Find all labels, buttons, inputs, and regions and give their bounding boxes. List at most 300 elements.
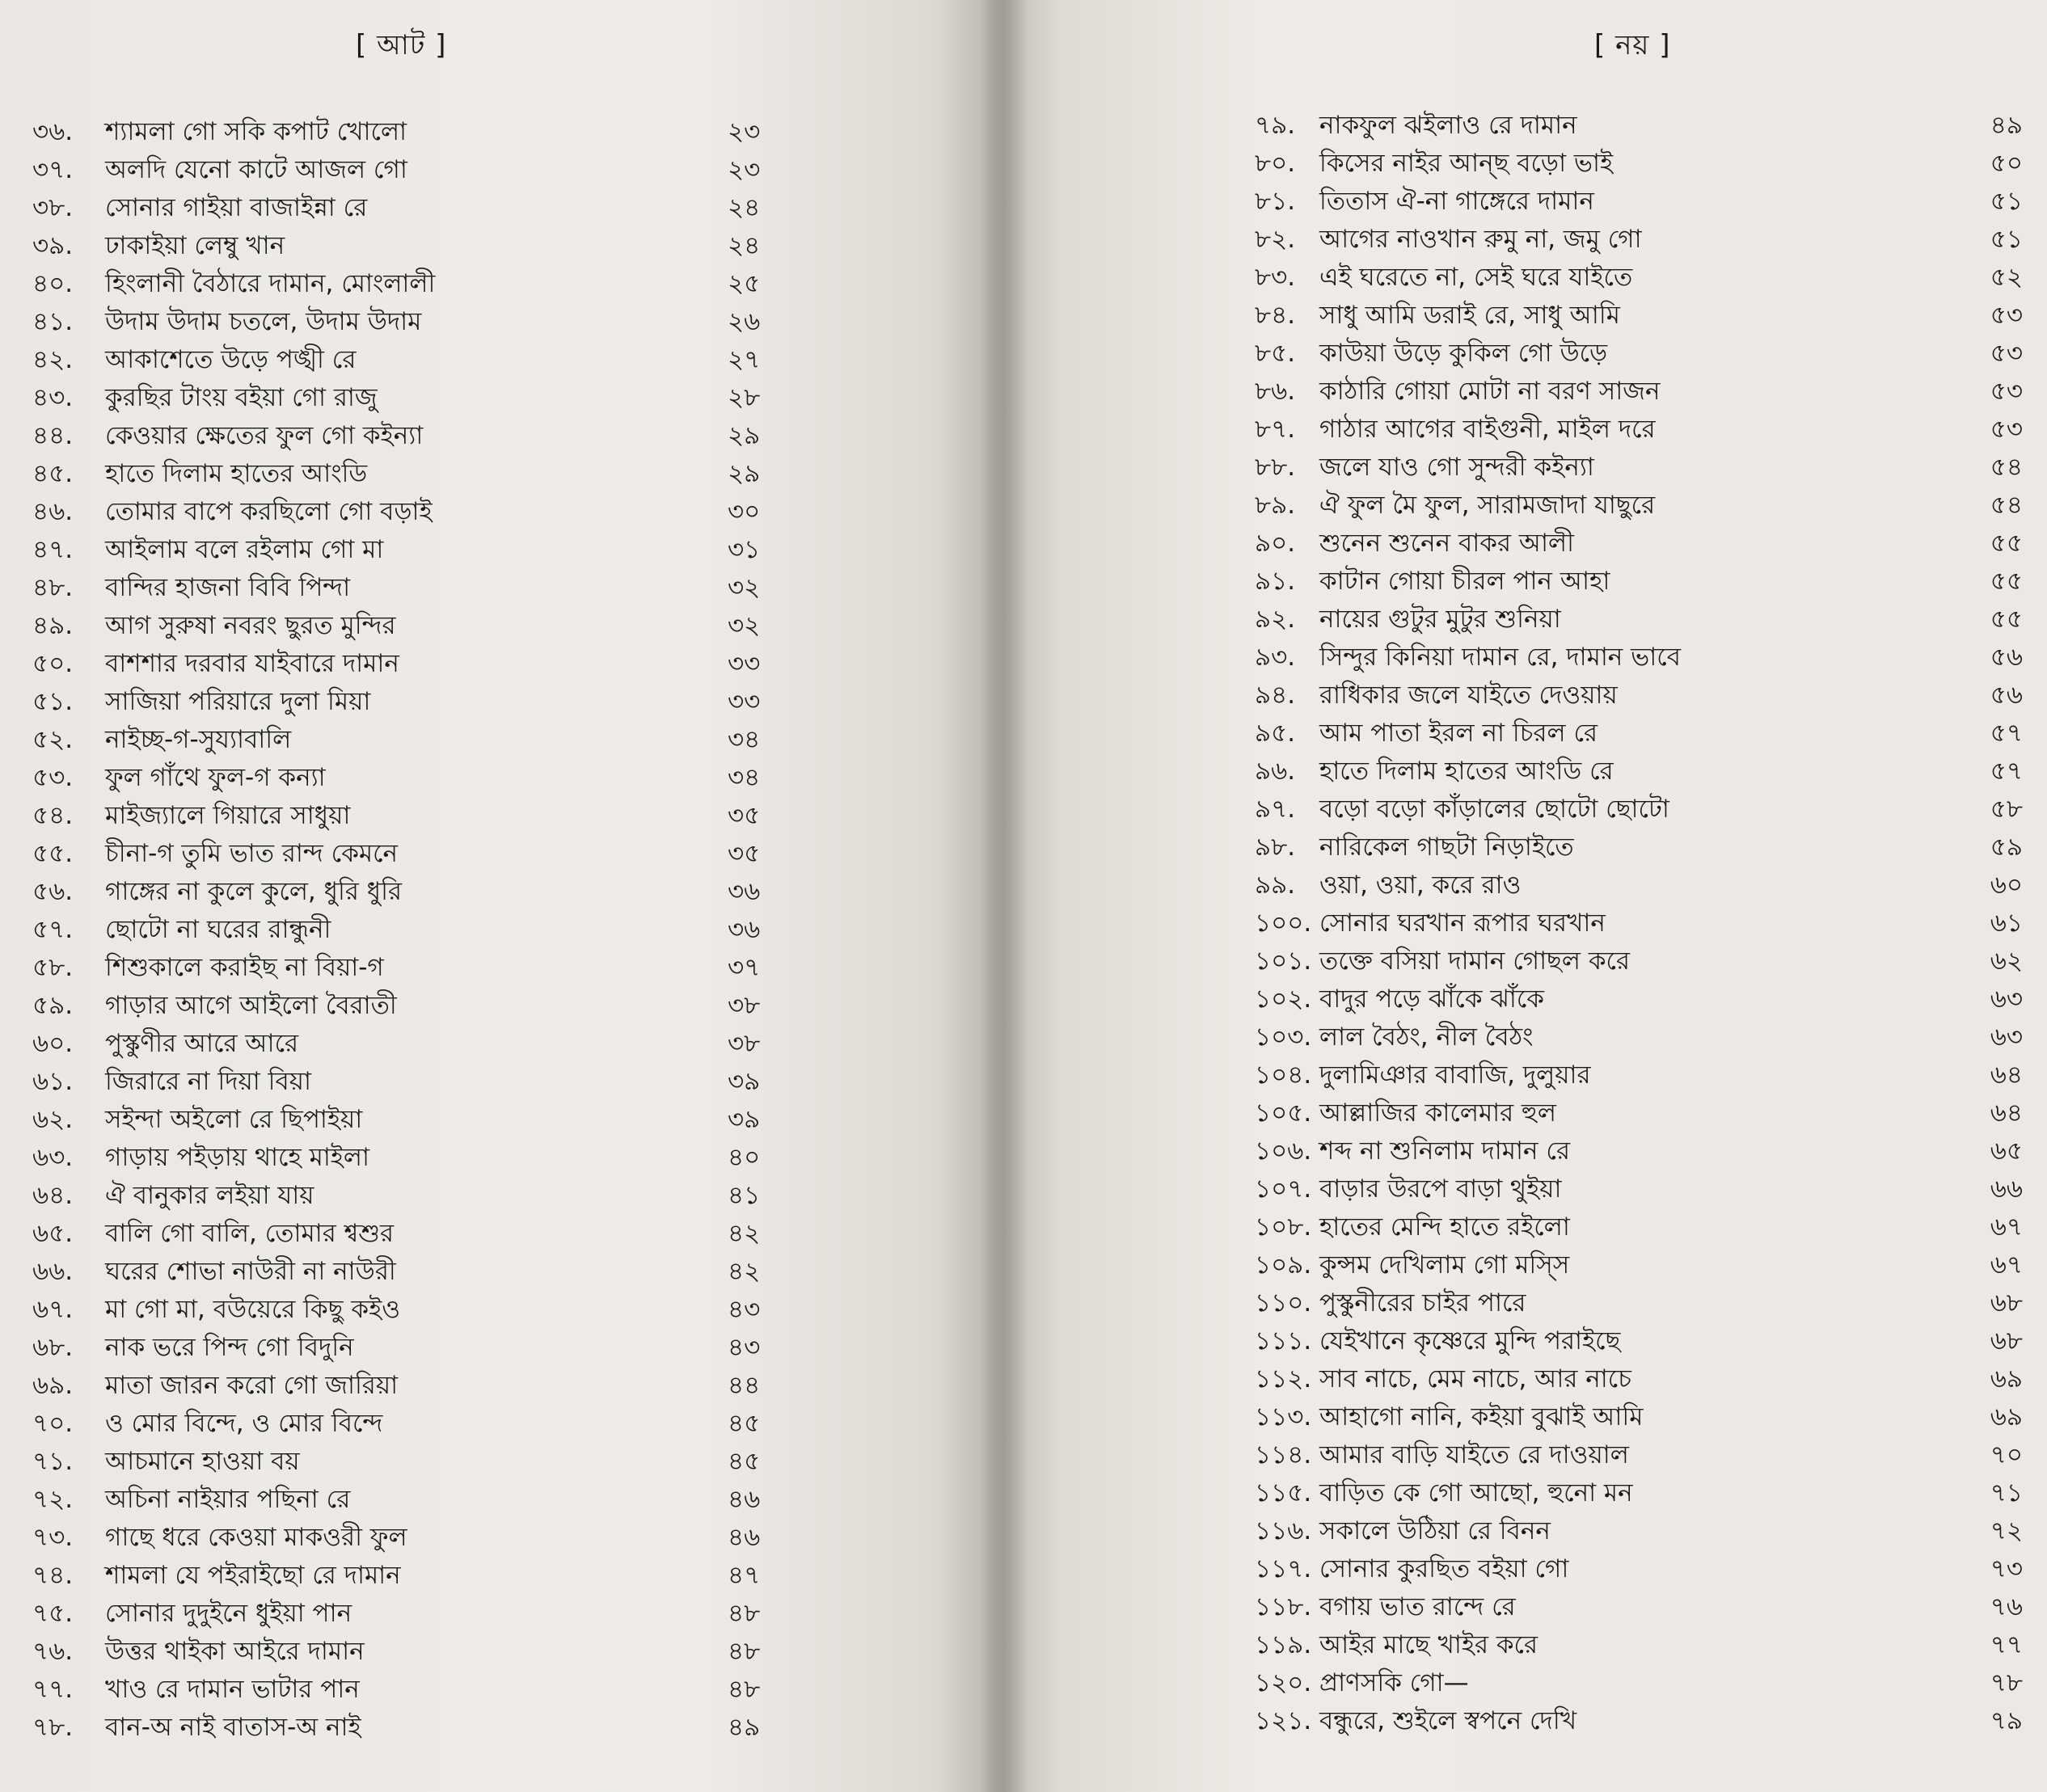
contents-entry xyxy=(32,797,800,835)
entry-page-number: ৫৪ xyxy=(1990,453,2023,482)
contents-entry xyxy=(1255,487,2031,525)
contents-entry xyxy=(32,949,800,987)
entry-title: এই ঘরেতে না, সেই ঘরে যাইতে xyxy=(1319,263,1633,292)
contents-entry xyxy=(1255,449,2031,487)
contents-entry xyxy=(32,1177,800,1215)
contents-entry xyxy=(32,151,800,189)
entry-page-number: ৬৮ xyxy=(1990,1326,2023,1356)
entry-title: আকাশেতে উড়ে পঙ্খী রে xyxy=(105,345,357,374)
entry-number: ৯৯. xyxy=(1255,871,1296,900)
contents-entry xyxy=(1255,677,2031,715)
entry-page-number: ৪০ xyxy=(728,1143,761,1172)
entry-page-number: ৩২ xyxy=(728,573,761,602)
contents-entry xyxy=(32,569,800,607)
entry-number: ১২১. xyxy=(1255,1706,1312,1735)
contents-entry xyxy=(32,227,800,265)
entry-number: ৭৪. xyxy=(32,1561,74,1590)
entry-page-number: ৬৬ xyxy=(1990,1174,2023,1204)
contents-entry xyxy=(32,1367,800,1405)
entry-title: বাড়িত কে গো আছো, হুনো মন xyxy=(1319,1478,1633,1507)
contents-entry xyxy=(32,1709,800,1747)
contents-entry xyxy=(1255,107,2031,145)
entry-title: আচমানে হাওয়া বয় xyxy=(105,1447,300,1476)
entry-number: ৫৮. xyxy=(32,953,74,982)
contents-entry xyxy=(1255,1056,2031,1094)
entry-number: ১১২. xyxy=(1255,1364,1312,1394)
contents-entry xyxy=(1255,1588,2031,1626)
entry-title: শুনেন শুনেন বাকর আলী xyxy=(1319,529,1574,558)
entry-title: হাতের মেন্দি হাতে রইলো xyxy=(1319,1212,1570,1242)
entry-number: ৪৪. xyxy=(32,421,74,450)
contents-entry xyxy=(32,455,800,493)
entry-title: কেওয়ার ক্ষেতের ফুল গো কইন্যা xyxy=(105,421,424,450)
contents-entry xyxy=(32,341,800,379)
contents-entry xyxy=(32,189,800,227)
entry-title: নাক ভরে পিন্দ গো বিদুনি xyxy=(105,1333,354,1362)
entry-page-number: ৪১ xyxy=(728,1181,761,1210)
entry-number: ১০৩. xyxy=(1255,1022,1312,1052)
entry-page-number: ৫০ xyxy=(1990,149,2023,178)
entry-number: ৭৫. xyxy=(32,1599,74,1628)
entry-number: ৪৬. xyxy=(32,497,74,526)
entry-page-number: ৫৩ xyxy=(1990,415,2023,444)
contents-entry xyxy=(1255,1474,2031,1512)
entry-title: বাড়ার উরপে বাড়া থুইয়া xyxy=(1319,1174,1562,1204)
entry-title: গাড়ার আগে আইলো বৈরাতী xyxy=(105,991,397,1020)
entry-number: ১১৯. xyxy=(1255,1630,1312,1659)
entry-number: ১১৫. xyxy=(1255,1478,1312,1507)
contents-entry xyxy=(32,873,800,911)
entry-page-number: ৭৮ xyxy=(1990,1668,2023,1697)
entry-page-number: ৩৫ xyxy=(728,839,761,868)
contents-entry xyxy=(1255,715,2031,753)
entry-page-number: ৬৩ xyxy=(1990,985,2023,1014)
entry-page-number: ৬৯ xyxy=(1990,1402,2023,1431)
entry-page-number: ৪৭ xyxy=(728,1561,761,1590)
entry-title: তিতাস ঐ-না গাঙ্গেরে দামান xyxy=(1319,187,1594,216)
entry-title: লাল বৈঠং, নীল বৈঠং xyxy=(1319,1022,1534,1052)
left-contents-list xyxy=(32,113,800,1747)
entry-number: ৪০. xyxy=(32,269,74,298)
contents-entry xyxy=(32,1443,800,1481)
contents-entry xyxy=(1255,829,2031,866)
entry-page-number: ৫৬ xyxy=(1990,643,2023,672)
entry-number: ৬৮. xyxy=(32,1333,74,1362)
entry-number: ১২০. xyxy=(1255,1668,1312,1697)
right-page xyxy=(996,0,2047,1792)
entry-page-number: ৩৯ xyxy=(728,1105,761,1134)
entry-page-number: ৬৮ xyxy=(1990,1288,2023,1318)
contents-entry xyxy=(1255,1094,2031,1132)
entry-title: শামলা যে পইরাইছো রে দামান xyxy=(105,1561,401,1590)
contents-entry xyxy=(32,417,800,455)
entry-title: তোমার বাপে করছিলো গো বড়াই xyxy=(105,497,433,526)
entry-page-number: ৩৮ xyxy=(728,991,761,1020)
entry-title: আগ সুরুষা নবরং ছুরত মুন্দির xyxy=(105,611,396,640)
entry-number: ৩৭. xyxy=(32,155,74,184)
entry-title: আমার বাড়ি যাইতে রে দাওয়াল xyxy=(1319,1440,1629,1469)
entry-number: ১১৬. xyxy=(1255,1516,1312,1545)
entry-page-number: ২৫ xyxy=(728,269,761,298)
entry-title: আইলাম বলে রইলাম গো মা xyxy=(105,535,384,564)
entry-page-number: ৫৫ xyxy=(1990,605,2023,634)
entry-number: ৫১. xyxy=(32,687,74,716)
entry-page-number: ৫৫ xyxy=(1990,529,2023,558)
entry-number: ৬৬. xyxy=(32,1257,74,1286)
contents-entry xyxy=(1255,753,2031,791)
entry-page-number: ২৩ xyxy=(728,117,761,146)
entry-page-number: ৫৯ xyxy=(1990,833,2023,862)
entry-title: খাও রে দামান ভাটার পান xyxy=(105,1675,360,1704)
entry-title: গাঙ্গের না কুলে কুলে, ধুরি ধুরি xyxy=(105,877,403,906)
contents-entry xyxy=(32,607,800,645)
entry-title: ওয়া, ওয়া, করে রাও xyxy=(1319,871,1522,900)
entry-number: ৪২. xyxy=(32,345,74,374)
entry-number: ৪৫. xyxy=(32,459,74,488)
entry-page-number: ৩০ xyxy=(728,497,761,526)
contents-entry xyxy=(1255,1436,2031,1474)
entry-number: ৯৩. xyxy=(1255,643,1296,672)
entry-title: সোনার গাইয়া বাজাইন্না রে xyxy=(105,193,368,222)
entry-title: বড়ো বড়ো কাঁড়ালের ছোটো ছোটো xyxy=(1319,795,1669,824)
entry-title: তক্তে বসিয়া দামান গোছল করে xyxy=(1319,947,1631,976)
entry-number: ৮০. xyxy=(1255,149,1296,178)
contents-entry xyxy=(1255,259,2031,297)
entry-page-number: ৩৪ xyxy=(728,725,761,754)
entry-page-number: ৩১ xyxy=(728,535,761,564)
entry-number: ৬৩. xyxy=(32,1143,74,1172)
contents-entry xyxy=(1255,373,2031,411)
entry-number: ৭১. xyxy=(32,1447,74,1476)
entry-page-number: ৪২ xyxy=(728,1257,761,1286)
contents-entry xyxy=(32,1253,800,1291)
entry-number: ১১১. xyxy=(1255,1326,1312,1356)
entry-title: সিন্দুর কিনিয়া দামান রে, দামান ভাবে xyxy=(1319,643,1681,672)
entry-title: বান্দির হাজনা বিবি পিন্দা xyxy=(105,573,351,602)
entry-page-number: ২৮ xyxy=(728,383,761,412)
entry-number: ৭৯. xyxy=(1255,111,1296,140)
entry-number: ১০৮. xyxy=(1255,1212,1312,1242)
entry-page-number: ৬০ xyxy=(1990,871,2023,900)
entry-number: ১০৯. xyxy=(1255,1250,1312,1280)
left-page xyxy=(0,0,996,1792)
entry-title: নায়ের গুটুর মুটুর শুনিয়া xyxy=(1319,605,1561,634)
entry-number: ৫২. xyxy=(32,725,74,754)
entry-number: ৮৪. xyxy=(1255,301,1296,330)
entry-title: আল্লাজির কালেমার হুল xyxy=(1319,1098,1556,1128)
left-page-header: [ আট ] xyxy=(356,29,447,61)
entry-number: ৪৮. xyxy=(32,573,74,602)
entry-title: যেইখানে কৃষ্ণেরে মুন্দি পরাইছে xyxy=(1319,1326,1621,1356)
entry-title: সোনার দুদুইনে ধুইয়া পান xyxy=(105,1599,352,1628)
entry-title: গাড়ায় পইড়ায় থাহে মাইলা xyxy=(105,1143,370,1172)
entry-number: ৩৬. xyxy=(32,117,74,146)
entry-number: ৬৯. xyxy=(32,1371,74,1400)
entry-number: ৮৯. xyxy=(1255,491,1296,520)
entry-page-number: ৭১ xyxy=(1990,1478,2023,1507)
contents-entry xyxy=(32,1063,800,1101)
entry-page-number: ৫৫ xyxy=(1990,567,2023,596)
entry-title: শিশুকালে করাইছ না বিয়া-গ xyxy=(105,953,384,982)
entry-title: নারিকেল গাছটা নিড়াইতে xyxy=(1319,833,1574,862)
entry-title: অচিনা নাইয়ার পছিনা রে xyxy=(105,1485,351,1514)
entry-number: ১০২. xyxy=(1255,985,1312,1014)
entry-number: ৫৪. xyxy=(32,801,74,830)
contents-entry xyxy=(1255,297,2031,335)
entry-title: মাইজ্যালে গিয়ারে সাধুয়া xyxy=(105,801,351,830)
entry-title: বন্ধুরে, শুইলে স্বপনে দেখি xyxy=(1319,1706,1577,1735)
entry-page-number: ২৯ xyxy=(728,459,761,488)
contents-entry xyxy=(1255,411,2031,449)
entry-number: ৮২. xyxy=(1255,225,1296,254)
entry-title: সোনার কুরছিত বইয়া গো xyxy=(1319,1554,1569,1583)
entry-title: সাজিয়া পরিয়ারে দুলা মিয়া xyxy=(105,687,371,716)
contents-entry xyxy=(32,835,800,873)
entry-number: ৩৯. xyxy=(32,231,74,260)
entry-title: আহাগো নানি, কইয়া বুঝাই আমি xyxy=(1319,1402,1644,1431)
entry-page-number: ৬৯ xyxy=(1990,1364,2023,1394)
entry-number: ১১০. xyxy=(1255,1288,1312,1318)
entry-number: ১০০. xyxy=(1255,909,1312,938)
contents-entry xyxy=(32,911,800,949)
contents-entry xyxy=(1255,980,2031,1018)
contents-entry xyxy=(1255,1170,2031,1208)
entry-number: ৬২. xyxy=(32,1105,74,1134)
contents-entry xyxy=(1255,1322,2031,1360)
entry-title: শ্যামলা গো সকি কপাট খোলো xyxy=(105,117,407,146)
right-page-header: [ নয় ] xyxy=(1594,29,1671,61)
entry-page-number: ৫৭ xyxy=(1990,719,2023,748)
entry-title: কুন্সম দেখিলাম গো মস্সি xyxy=(1319,1250,1570,1280)
entry-number: ৪৩. xyxy=(32,383,74,412)
contents-entry xyxy=(32,1557,800,1595)
entry-number: ৮১. xyxy=(1255,187,1296,216)
entry-page-number: ২৭ xyxy=(728,345,761,374)
entry-number: ৫৫. xyxy=(32,839,74,868)
entry-title: দুলামিঞার বাবাজি, দুলুয়ার xyxy=(1319,1060,1591,1090)
entry-title: সাব নাচে, মেম নাচে, আর নাচে xyxy=(1319,1364,1631,1394)
entry-page-number: ৪৬ xyxy=(728,1523,761,1552)
contents-entry xyxy=(1255,221,2031,259)
entry-title: হাতে দিলাম হাতের আংডি xyxy=(105,459,368,488)
entry-page-number: ৫৩ xyxy=(1990,301,2023,330)
entry-title: ঢাকাইয়া লেম্বু খান xyxy=(105,231,285,260)
entry-title: রাধিকার জলে যাইতে দেওয়ায় xyxy=(1319,681,1618,710)
entry-title: কাউয়া উড়ে কুকিল গো উড়ে xyxy=(1319,339,1608,368)
entry-number: ৫০. xyxy=(32,649,74,678)
entry-page-number: ৫২ xyxy=(1990,263,2023,292)
entry-number: ৭৭. xyxy=(32,1675,74,1704)
contents-entry xyxy=(1255,866,2031,904)
entry-page-number: ৫৭ xyxy=(1990,757,2023,786)
entry-number: ৪৯. xyxy=(32,611,74,640)
entry-page-number: ৭৩ xyxy=(1990,1554,2023,1583)
entry-page-number: ৫৬ xyxy=(1990,681,2023,710)
entry-number: ১০৬. xyxy=(1255,1136,1312,1166)
entry-page-number: ৪৮ xyxy=(728,1637,761,1666)
entry-page-number: ৬১ xyxy=(1990,909,2023,938)
entry-title: কিসের নাইর আন্ছ বড়ো ভাই xyxy=(1319,149,1614,178)
contents-entry xyxy=(1255,1702,2031,1740)
contents-entry xyxy=(32,265,800,303)
contents-entry xyxy=(32,1329,800,1367)
entry-title: বাদুর পড়ে ঝাঁকে ঝাঁকে xyxy=(1319,985,1544,1014)
entry-title: উত্তর থাইকা আইরে দামান xyxy=(105,1637,365,1666)
entry-page-number: ৪৫ xyxy=(728,1409,761,1438)
entry-number: ১০১. xyxy=(1255,947,1312,976)
contents-entry xyxy=(1255,1398,2031,1436)
entry-page-number: ৩৬ xyxy=(728,877,761,906)
entry-number: ৯৭. xyxy=(1255,795,1296,824)
entry-number: ১০৫. xyxy=(1255,1098,1312,1128)
entry-number: ৬৭. xyxy=(32,1295,74,1324)
contents-entry xyxy=(1255,1284,2031,1322)
entry-number: ১১৭. xyxy=(1255,1554,1312,1583)
entry-page-number: ২৪ xyxy=(728,231,761,260)
entry-page-number: ৬৫ xyxy=(1990,1136,2023,1166)
entry-page-number: ৪৫ xyxy=(728,1447,761,1476)
entry-page-number: ৬৭ xyxy=(1990,1212,2023,1242)
contents-entry xyxy=(1255,639,2031,677)
entry-page-number: ৫৩ xyxy=(1990,339,2023,368)
entry-number: ১০৭. xyxy=(1255,1174,1312,1204)
contents-entry xyxy=(1255,1208,2031,1246)
entry-page-number: ৩৪ xyxy=(728,763,761,792)
entry-title: জিরারে না দিয়া বিয়া xyxy=(105,1067,311,1096)
entry-page-number: ২৪ xyxy=(728,193,761,222)
entry-page-number: ৪৮ xyxy=(728,1599,761,1628)
entry-page-number: ৪৪ xyxy=(728,1371,761,1400)
entry-number: ৮৮. xyxy=(1255,453,1296,482)
contents-entry xyxy=(1255,1132,2031,1170)
entry-page-number: ৪৩ xyxy=(728,1333,761,1362)
entry-page-number: ৫১ xyxy=(1990,225,2023,254)
contents-entry xyxy=(32,531,800,569)
entry-title: বান-অ নাই বাতাস-অ নাই xyxy=(105,1713,361,1742)
contents-entry xyxy=(1255,1246,2031,1284)
entry-page-number: ৫১ xyxy=(1990,187,2023,216)
entry-title: আম পাতা ইরল না চিরল রে xyxy=(1319,719,1598,748)
entry-title: কাঠারি গোয়া মোটা না বরণ সাজন xyxy=(1319,377,1661,406)
entry-number: ৮৬. xyxy=(1255,377,1296,406)
entry-number: ৫৩. xyxy=(32,763,74,792)
entry-page-number: ৪৯ xyxy=(1990,111,2023,140)
entry-title: ঐ বানুকার লইয়া যায় xyxy=(105,1181,314,1210)
entry-page-number: ৩৯ xyxy=(728,1067,761,1096)
entry-title: আগের নাওখান রুমু না, জমু গো xyxy=(1319,225,1642,254)
contents-entry xyxy=(32,379,800,417)
entry-page-number: ৬৪ xyxy=(1990,1098,2023,1128)
entry-page-number: ৫৩ xyxy=(1990,377,2023,406)
entry-page-number: ৪২ xyxy=(728,1219,761,1248)
entry-page-number: ৪৬ xyxy=(728,1485,761,1514)
entry-number: ৯১. xyxy=(1255,567,1296,596)
entry-title: জলে যাও গো সুন্দরী কইন্যা xyxy=(1319,453,1594,482)
entry-number: ৬৫. xyxy=(32,1219,74,1248)
entry-number: ১০৪. xyxy=(1255,1060,1312,1090)
entry-number: ৫৯. xyxy=(32,991,74,1020)
contents-entry xyxy=(32,683,800,721)
entry-title: শব্দ না শুনিলাম দামান রে xyxy=(1319,1136,1570,1166)
entry-number: ৬৪. xyxy=(32,1181,74,1210)
entry-number: ৮৫. xyxy=(1255,339,1296,368)
entry-page-number: ৫৮ xyxy=(1990,795,2023,824)
entry-page-number: ২৩ xyxy=(728,155,761,184)
contents-entry xyxy=(32,1139,800,1177)
entry-number: ৩৮. xyxy=(32,193,74,222)
entry-number: ৯৫. xyxy=(1255,719,1296,748)
entry-number: ৯২. xyxy=(1255,605,1296,634)
right-contents-list xyxy=(1255,107,2031,1740)
entry-page-number: ৭৬ xyxy=(1990,1592,2023,1621)
contents-entry xyxy=(1255,1626,2031,1664)
entry-title: সইন্দা অইলো রে ছিপাইয়া xyxy=(105,1105,363,1134)
contents-entry xyxy=(32,987,800,1025)
entry-page-number: ৩২ xyxy=(728,611,761,640)
entry-page-number: ৬৪ xyxy=(1990,1060,2023,1090)
entry-number: ৭৩. xyxy=(32,1523,74,1552)
contents-entry xyxy=(32,1595,800,1633)
entry-title: বাশশার দরবার যাইবারে দামান xyxy=(105,649,399,678)
entry-title: সোনার ঘরখান রূপার ঘরখান xyxy=(1319,909,1606,938)
entry-page-number: ৩৭ xyxy=(728,953,761,982)
entry-title: ঘরের শোভা নাউরী না নাউরী xyxy=(105,1257,396,1286)
contents-entry xyxy=(32,759,800,797)
entry-number: ৪১. xyxy=(32,307,74,336)
entry-title: হিংলানী বৈঠারে দামান, মোংলালী xyxy=(105,269,436,298)
contents-entry xyxy=(32,645,800,683)
contents-entry xyxy=(32,1405,800,1443)
entry-number: ৭৮. xyxy=(32,1713,74,1742)
entry-page-number: ৪৩ xyxy=(728,1295,761,1324)
entry-page-number: ৬৭ xyxy=(1990,1250,2023,1280)
contents-entry xyxy=(1255,1664,2031,1702)
entry-number: ৯৪. xyxy=(1255,681,1296,710)
entry-title: মা গো মা, বউয়েরে কিছু কইও xyxy=(105,1295,401,1324)
contents-entry xyxy=(32,1519,800,1557)
entry-page-number: ৩৬ xyxy=(728,915,761,944)
entry-title: সাধু আমি ডরাই রে, সাধু আমি xyxy=(1319,301,1620,330)
entry-page-number: ৬২ xyxy=(1990,947,2023,976)
contents-entry xyxy=(32,1101,800,1139)
entry-number: ১১৪. xyxy=(1255,1440,1312,1469)
entry-title: ও মোর বিন্দে, ও মোর বিন্দে xyxy=(105,1409,383,1438)
entry-title: নাকফুল ঝইলাও রে দামান xyxy=(1319,111,1577,140)
entry-title: বগায় ভাত রান্দে রে xyxy=(1319,1592,1516,1621)
entry-number: ৮৩. xyxy=(1255,263,1296,292)
contents-entry xyxy=(1255,904,2031,942)
entry-number: ৫৭. xyxy=(32,915,74,944)
entry-title: বালি গো বালি, তোমার শ্বশুর xyxy=(105,1219,395,1248)
contents-entry xyxy=(32,1291,800,1329)
entry-title: মাতা জারন করো গো জারিয়া xyxy=(105,1371,399,1400)
contents-entry xyxy=(32,493,800,531)
contents-entry xyxy=(1255,525,2031,563)
entry-number: ১১৩. xyxy=(1255,1402,1312,1431)
contents-entry xyxy=(32,303,800,341)
contents-entry xyxy=(32,1671,800,1709)
entry-title: কাটান গোয়া চীরল পান আহা xyxy=(1319,567,1610,596)
entry-title: পুস্কুণীর আরে আরে xyxy=(105,1029,299,1058)
entry-page-number: ৬৩ xyxy=(1990,1022,2023,1052)
entry-title: ফুল গাঁথে ফুল-গ কন্যা xyxy=(105,763,326,792)
entry-title: ঐ ফুল মৈ ফুল, সারামজাদা যাছুরে xyxy=(1319,491,1656,520)
entry-page-number: ৩৮ xyxy=(728,1029,761,1058)
entry-number: ৬১. xyxy=(32,1067,74,1096)
contents-entry xyxy=(1255,942,2031,980)
contents-entry xyxy=(32,1633,800,1671)
contents-entry xyxy=(32,1481,800,1519)
